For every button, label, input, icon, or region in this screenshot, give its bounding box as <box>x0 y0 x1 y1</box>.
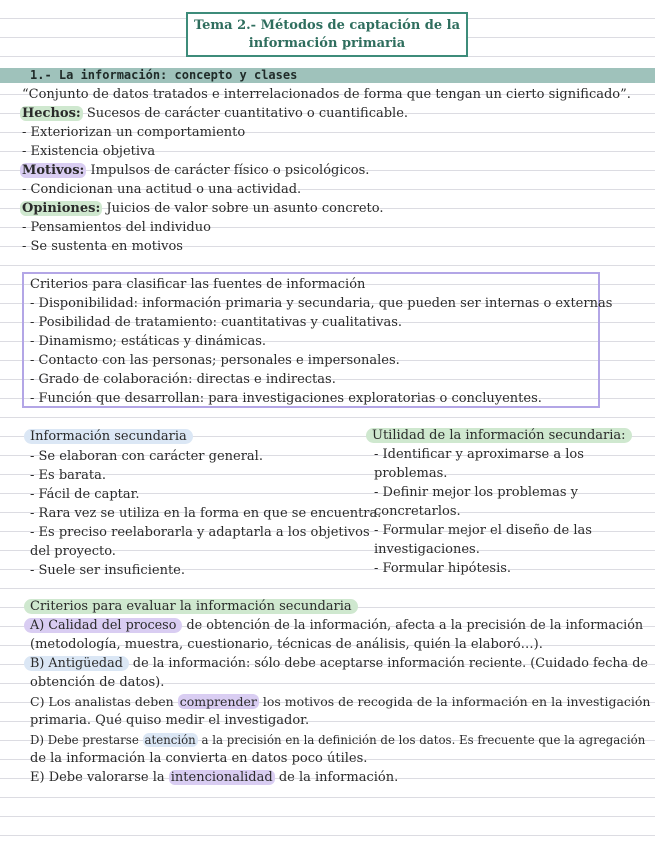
hechos-item: - Exteriorizan un comportamiento <box>22 125 246 140</box>
criterion-a <box>24 617 643 635</box>
criteria-item: - Dinamismo; estáticas y dinámicas. <box>30 334 267 349</box>
criterion-a-highlight: A) Calidad del proceso <box>24 618 182 633</box>
secondary-info-line: - Fácil de captar. <box>30 487 140 502</box>
criterion-b-highlight: B) Antigüedad <box>24 656 129 671</box>
criterion-c-pre: C) Los analistas deben <box>30 694 178 709</box>
secondary-info-line: - Es preciso reelaborarla y adaptarla a los objetivos <box>30 525 370 540</box>
utility-line: - Formular mejor el diseño de las <box>374 523 592 538</box>
title-line-1: Tema 2.- Métodos de captación de la <box>193 18 461 33</box>
motivos-def: Impulsos de carácter físico o psicológicos. <box>86 163 370 178</box>
motivos-item: - Condicionan una actitud o una actividad. <box>22 182 302 197</box>
criterion-c-text: los motivos de recogida de la información en la investigación <box>258 694 651 709</box>
page-title <box>186 12 468 57</box>
criterion-a-text: de obtención de la información, afecta a la precisión de la información <box>182 618 644 633</box>
utility-line: - Identificar y aproximarse a los <box>374 447 584 462</box>
utility-line: investigaciones. <box>374 542 480 557</box>
criterion-e-text: de la información. <box>274 770 399 785</box>
evaluation-criteria-heading-label: Criterios para evaluar la información secundaria <box>24 599 358 614</box>
utility-heading-label: Utilidad de la información secundaria: <box>366 428 632 443</box>
opiniones-term: Opiniones: <box>22 201 101 216</box>
criterion-b-line2: obtención de datos). <box>30 675 165 690</box>
utility-line: - Formular hipótesis. <box>374 561 512 576</box>
criterion-e-pre: E) Debe valorarse la <box>30 770 169 785</box>
criteria-item: - Disponibilidad: información primaria y secundaria, que pueden ser internas o externas <box>30 296 613 311</box>
criteria-item: - Posibilidad de tratamiento: cuantitativas y cualitativas. <box>30 315 403 330</box>
criteria-item: - Grado de colaboración: directas e indirectas. <box>30 372 336 387</box>
criteria-item: - Función que desarrollan: para investigaciones exploratorias o concluyentes. <box>30 391 542 406</box>
section-heading: 1.- La información: concepto y clases <box>0 68 655 83</box>
secondary-info-heading-label: Información secundaria <box>24 429 193 444</box>
criterion-d-pre: D) Debe prestarse <box>30 733 143 747</box>
criterion-d-highlight: atención <box>144 733 196 747</box>
utility-line: - Definir mejor los problemas y <box>374 485 578 500</box>
criterion-c <box>30 693 650 711</box>
opiniones-item: - Pensamientos del individuo <box>22 220 211 235</box>
secondary-info-line: - Se elaboran con carácter general. <box>30 449 263 464</box>
criteria-item: - Contacto con las personas; personales e impersonales. <box>30 353 400 368</box>
opiniones-line <box>20 200 384 218</box>
criterion-e <box>30 769 398 787</box>
utility-heading <box>366 427 632 445</box>
criterion-b-text: de la información: sólo debe aceptarse información reciente. (Cuidado fecha de <box>128 656 648 671</box>
utility-line: problemas. <box>374 466 448 481</box>
secondary-info-line: - Suele ser insuficiente. <box>30 563 185 578</box>
hechos-def: Sucesos de carácter cuantitativo o cuantificable. <box>82 106 409 121</box>
criterion-d <box>30 731 645 749</box>
motivos-line <box>20 162 369 180</box>
criterion-e-highlight: intencionalidad <box>170 770 273 785</box>
definition-quote: “Conjunto de datos tratados e interrelacionados de forma que tengan un cierto significado”. <box>22 87 631 102</box>
motivos-term: Motivos: <box>22 163 85 178</box>
hechos-term: Hechos: <box>22 106 81 121</box>
evaluation-criteria-heading <box>24 598 358 616</box>
opiniones-item: - Se sustenta en motivos <box>22 239 183 254</box>
secondary-info-heading <box>24 428 193 446</box>
hechos-item: - Existencia objetiva <box>22 144 156 159</box>
secondary-info-line: - Es barata. <box>30 468 106 483</box>
criterion-d-text: a la precisión en la definición de los datos. Es frecuente que la agregación <box>197 733 646 747</box>
criterion-c-line2: primaria. Qué quiso medir el investigador. <box>30 713 310 728</box>
classification-criteria-heading: Criterios para clasificar las fuentes de información <box>30 277 366 292</box>
opiniones-def: Juicios de valor sobre un asunto concreto. <box>102 201 384 216</box>
criterion-c-highlight: comprender <box>179 694 257 709</box>
criterion-b <box>24 655 648 673</box>
secondary-info-line: - Rara vez se utiliza en la forma en que se encuentra. <box>30 506 382 521</box>
utility-line: concretarlos. <box>374 504 461 519</box>
title-line-2: información primaria <box>248 36 406 51</box>
criterion-d-line2: de la información la convierta en datos poco útiles. <box>30 751 368 766</box>
secondary-info-line: del proyecto. <box>30 544 116 559</box>
hechos-line <box>20 105 408 123</box>
criterion-a-line2: (metodología, muestra, cuestionario, técnicas de análisis, quién la elaboró…). <box>30 637 543 652</box>
